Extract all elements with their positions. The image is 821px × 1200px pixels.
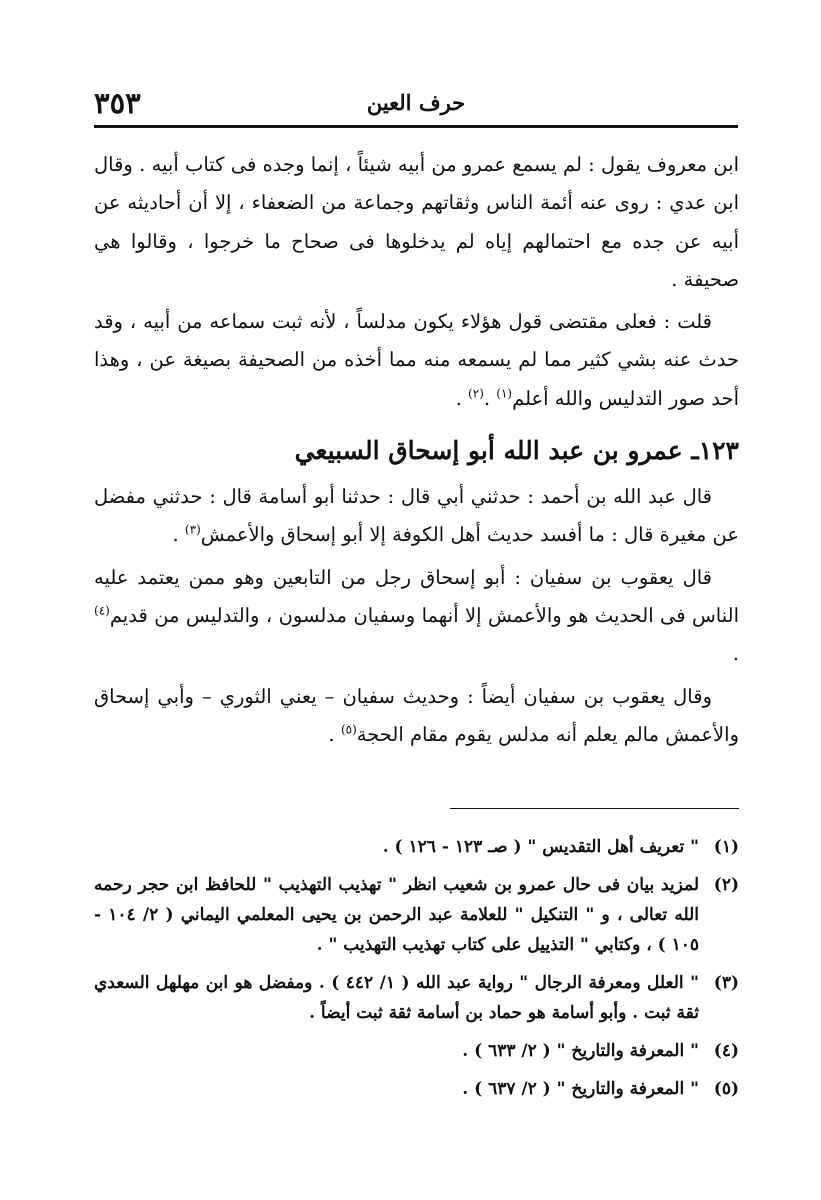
footnote-ref-2[interactable]: (٢) — [468, 386, 484, 401]
footnote-1 — [94, 832, 739, 862]
paragraph-2-text: قلت : فعلى مقتضى قول هؤلاء يكون مدلساً ، لأنه ثبت سماعه من أبيه ، وقد حدث عنه بشي كثير مما لم يسمعه منه مما أخذه من الصحيفة بصيغة عن ، وهذا أحد صور التدليس والله أعلم — [94, 310, 739, 410]
footnote-number: (٢) — [713, 875, 739, 895]
footnote-separator — [450, 808, 739, 809]
running-head — [94, 84, 738, 124]
paragraph-4-text: قال يعقوب بن سفيان : أبو إسحاق رجل من التابعين وهو ممن يعتمد عليه الناس فى الحديث هو والأعمش إلا أنهما وسفيان مدلسون ، والتدليس من قديم — [94, 565, 739, 627]
footnote-text: " المعرفة والتاريخ " ( ٢/ ٦٣٧ ) . — [462, 1079, 699, 1099]
footnote-4 — [94, 1036, 739, 1066]
paragraph-3-end: . — [172, 523, 185, 547]
paragraph-3 — [94, 478, 739, 555]
footnote-text: " تعريف أهل التقديس " ( صـ ١٢٣ - ١٢٦ ) . — [382, 837, 699, 857]
entry-heading: ١٢٣ـ عمرو بن عبد الله أبو إسحاق السبيعي — [294, 436, 739, 466]
main-text — [94, 146, 739, 754]
paragraph-3-text: قال عبد الله بن أحمد : حدثني أبي قال : حدثنا أبو أسامة قال : حدثني مفضل عن مغيرة قال : ما أفسد حديث أهل الكوفة إلا أبو إسحاق والأعمش — [94, 485, 739, 547]
paragraph-5-end: . — [328, 722, 341, 746]
footnote-text: " المعرفة والتاريخ " ( ٢/ ٦٣٣ ) . — [462, 1041, 699, 1061]
paragraph-2: قلت : فعلى مقتضى قول هؤلاء يكون مدلساً ، لأنه ثبت سماعه من أبيه ، وقد حدث عنه بشي كثير مما لم يسمعه منه مما أخذه من الصحيفة بصيغة عن ، وهذا أحد صور التدليس والله أعلم$^{(١)}$ .$^{(٢)}$ . — [94, 310, 739, 410]
footnote-number: (١) — [713, 837, 739, 857]
footnote-ref-3[interactable]: (٣) — [184, 522, 201, 537]
footnote-text: لمزيد بيان فى حال عمرو بن شعيب انظر " تهذيب التهذيب " للحافظ ابن حجر رحمه الله تعالى ، و " التنكيل " للعلامة عبد الرحمن بن يحيى المعلمي اليماني ( ٢/ ١٠٤ - ١٠٥ ) ، وكتابي " التذييل على كتاب تهذيب التهذيب " . — [94, 875, 699, 955]
paragraph-4 — [94, 559, 739, 674]
footnote-number: (٤) — [713, 1041, 739, 1061]
page-number: ٣٥٣ — [94, 86, 141, 120]
footnote-5 — [94, 1074, 739, 1104]
paragraph-5 — [94, 678, 739, 755]
footnote-ref-5[interactable]: (٥) — [340, 722, 357, 737]
paragraph-5-text: وقال يعقوب بن سفيان أيضاً : وحديث سفيان – يعني الثوري – وأبي إسحاق والأعمش مالم يعلم أنه مدلس يقوم مقام الحجة — [94, 684, 739, 746]
footnote-2 — [94, 870, 739, 960]
footnote-ref-4[interactable]: (٤) — [94, 603, 110, 618]
footnote-number: (٣) — [713, 973, 739, 993]
footnotes — [94, 832, 739, 1112]
footnote-number: (٥) — [713, 1079, 739, 1099]
header-rule — [94, 125, 738, 128]
paragraph-1: ابن معروف يقول : لم يسمع عمرو من أبيه شيئاً ، إنما وجده فى كتاب أبيه . وقال ابن عدي : روى عنه أئمة الناس وثقاتهم وجماعة من الضعفاء ، إلا أن أحاديثه عن أبيه عن جده مع احتمالهم إياه لم يدخلوها فى صحاح ما خرجوا ، وقالوا هي صحيفة . — [94, 153, 739, 291]
chapter-title: حرف العين — [366, 90, 466, 115]
paragraph-2-end: . — [483, 386, 491, 410]
footnote-text: " العلل ومعرفة الرجال " رواية عبد الله ( ١/ ٤٤٢ ) . ومفضل هو ابن مهلهل السعدي ثقة ثبت . وأبو أسامة هو حماد بن أسامة ثقة ثبت أيضاً . — [94, 973, 699, 1023]
footnote-3 — [94, 968, 739, 1028]
footnote-ref-1[interactable]: (١) — [496, 386, 513, 401]
paragraph-4-end: . — [732, 642, 739, 666]
